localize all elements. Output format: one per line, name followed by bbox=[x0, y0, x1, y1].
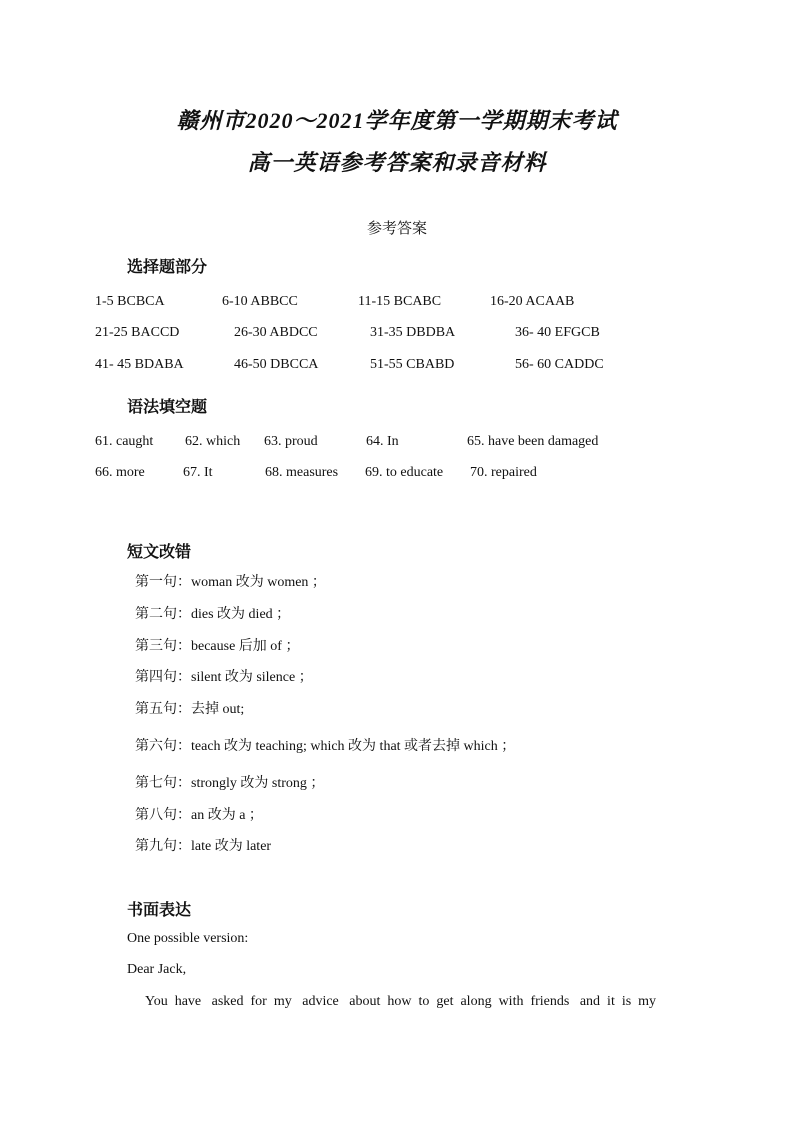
correction-item bbox=[135, 571, 326, 591]
mc-answer: 31-35 DBDBA bbox=[370, 325, 456, 340]
mc-heading: 选择题部分 bbox=[127, 257, 208, 276]
correction-label: 第七句： bbox=[135, 775, 191, 791]
writing-heading: 书面表达 bbox=[127, 900, 192, 919]
grammar-answer: 66. more bbox=[95, 465, 145, 480]
correction-item bbox=[135, 804, 263, 824]
mc-answer: 46-50 DBCCA bbox=[234, 357, 319, 372]
mc-answer: 56- 60 CADDC bbox=[515, 357, 604, 372]
correction-item bbox=[135, 603, 290, 623]
correction-text: dies 改为 died ； bbox=[191, 607, 291, 622]
section-answers-heading: 参考答案 bbox=[366, 219, 427, 237]
correction-heading: 短文改错 bbox=[127, 542, 192, 561]
mc-answer: 16-20 ACAAB bbox=[490, 294, 575, 309]
correction-label: 第九句： bbox=[135, 838, 191, 854]
mc-answer: 21-25 BACCD bbox=[95, 325, 180, 340]
grammar-answer: 70. repaired bbox=[470, 465, 537, 480]
mc-answer: 11-15 BCABC bbox=[358, 294, 442, 309]
correction-label: 第五句： bbox=[135, 701, 191, 717]
writing-version: One possible version: bbox=[127, 931, 249, 946]
mc-answer: 1-5 BCBCA bbox=[95, 294, 165, 309]
correction-item bbox=[135, 772, 324, 792]
correction-text: woman 改为 women ； bbox=[191, 575, 326, 590]
grammar-answer: 63. proud bbox=[264, 434, 318, 449]
grammar-answer: 61. caught bbox=[95, 434, 154, 449]
correction-text: silent 改为 silence ； bbox=[191, 670, 313, 685]
correction-label: 第二句： bbox=[135, 606, 191, 622]
title-line-2: 高一英语参考答案和录音材料 bbox=[247, 150, 547, 175]
grammar-answer: 69. to educate bbox=[365, 465, 444, 480]
correction-item bbox=[135, 666, 313, 686]
mc-answer: 41- 45 BDABA bbox=[95, 357, 184, 372]
correction-text: because 后加 of ； bbox=[191, 639, 300, 654]
correction-item bbox=[135, 835, 271, 855]
correction-text: late 改为 later bbox=[191, 839, 272, 854]
title-line-1: 赣州市2020～2021学年度第一学期期末考试 bbox=[176, 108, 618, 133]
correction-item bbox=[135, 735, 515, 755]
mc-answer: 36- 40 EFGCB bbox=[515, 325, 600, 340]
correction-text: 去掉 out; bbox=[191, 702, 245, 717]
correction-label: 第八句： bbox=[135, 807, 191, 823]
correction-text: teach 改为 teaching; which 改为 that 或者去掉 which ； bbox=[191, 739, 516, 754]
correction-text: strongly 改为 strong ； bbox=[191, 776, 325, 791]
correction-item bbox=[135, 698, 244, 718]
correction-item bbox=[135, 635, 299, 655]
grammar-answer: 62. which bbox=[185, 434, 241, 449]
mc-answer: 51-55 CBABD bbox=[370, 357, 455, 372]
mc-answer: 6-10 ABBCC bbox=[222, 294, 298, 309]
mc-answer: 26-30 ABDCC bbox=[234, 325, 318, 340]
correction-label: 第四句： bbox=[135, 669, 191, 685]
grammar-answer: 68. measures bbox=[265, 465, 339, 480]
writing-greeting: Dear Jack, bbox=[127, 962, 187, 977]
grammar-heading: 语法填空题 bbox=[127, 397, 208, 416]
correction-label: 第三句： bbox=[135, 638, 191, 654]
correction-label: 第六句： bbox=[135, 738, 191, 754]
grammar-answer: 65. have been damaged bbox=[467, 434, 599, 449]
correction-label: 第一句： bbox=[135, 574, 191, 590]
grammar-answer: 67. It bbox=[183, 465, 213, 480]
writing-body-line: You have asked for my advice about how to get along with friends and it is my bbox=[145, 994, 657, 1009]
grammar-answer: 64. In bbox=[366, 434, 399, 449]
correction-text: an 改为 a ； bbox=[191, 808, 263, 823]
